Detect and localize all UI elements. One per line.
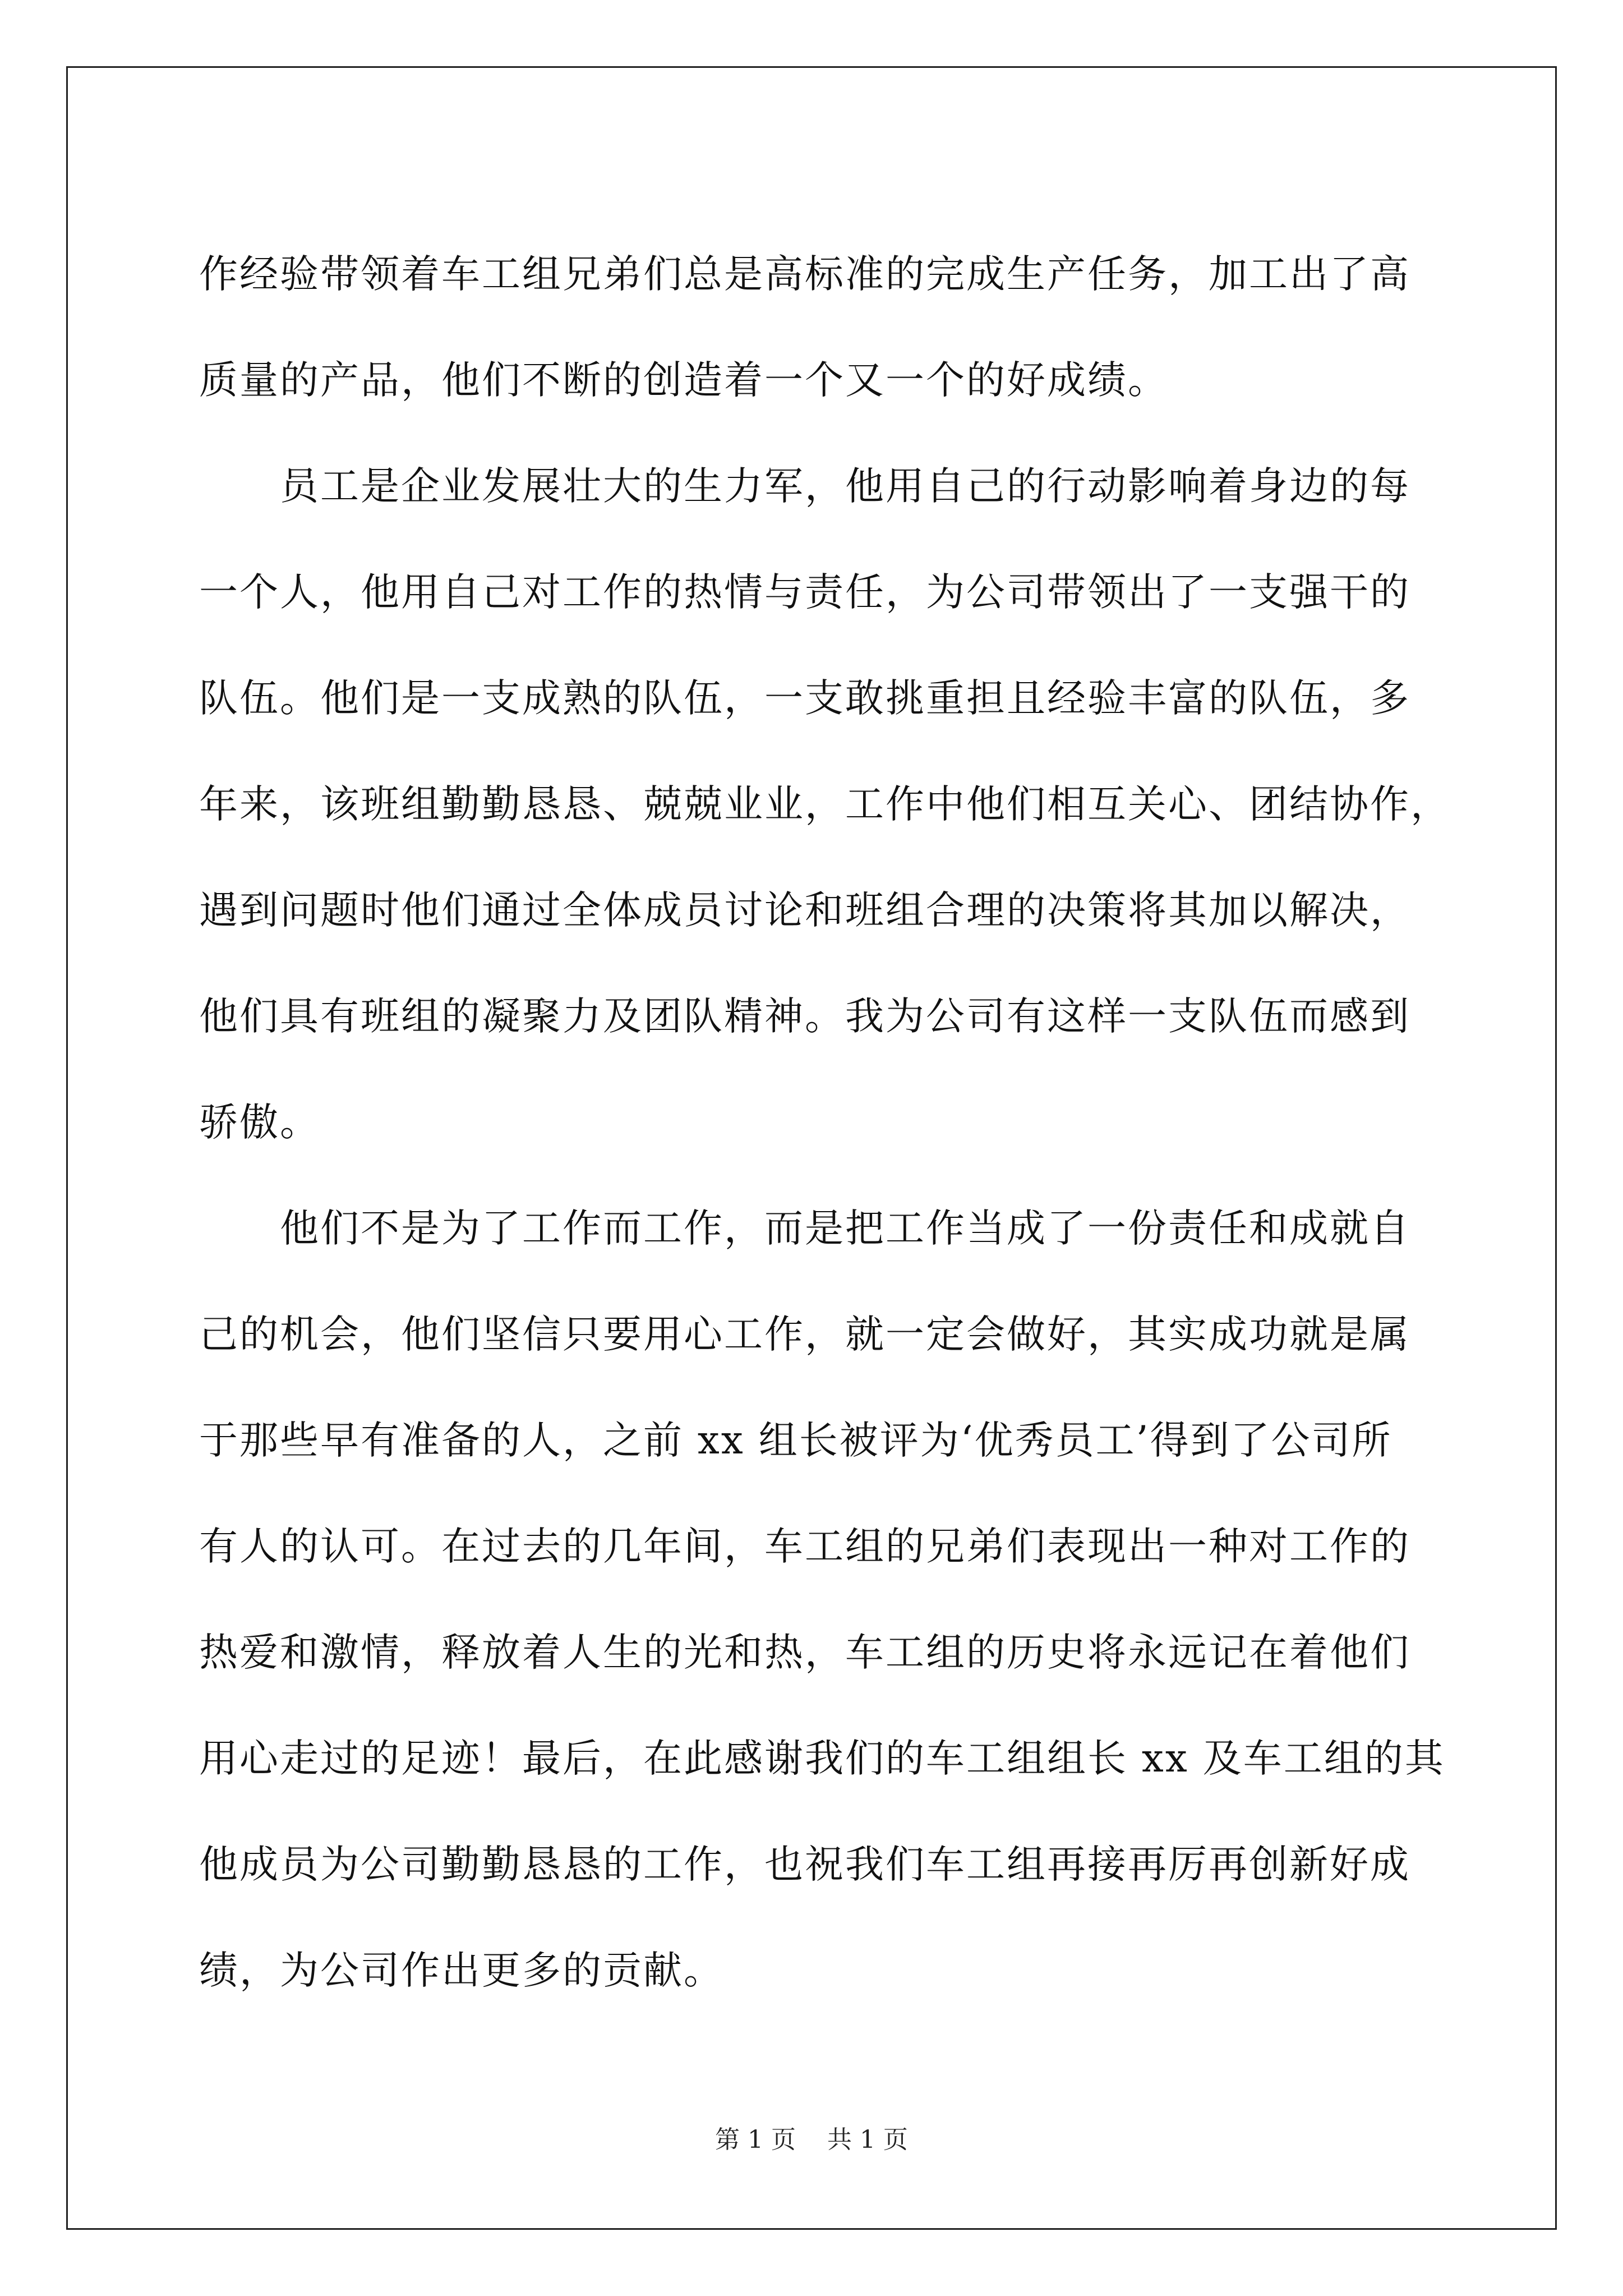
document-body <box>199 222 1451 2024</box>
text-line: 作经验带领着车工组兄弟们总是高标准的完成生产任务，加工出了高 <box>199 252 1410 297</box>
text-line: 员工是企业发展壮大的生力军，他用自己的行动影响着身边的每 <box>280 464 1410 509</box>
text-line: 绩，为公司作出更多的贡献。 <box>199 1948 724 1993</box>
text-line: 热爱和激情，释放着人生的光和热，车工组的历史将永远记在着他们 <box>199 1630 1410 1675</box>
text-line: 于那些早有准备的人，之前 xx 组长被评为‘优秀员工’得到了公司所 <box>199 1418 1393 1463</box>
text-line: 骄傲。 <box>199 1100 320 1145</box>
text-line: 队伍。他们是一支成熟的队伍，一支敢挑重担且经验丰富的队伍，多 <box>199 676 1410 721</box>
text-line: 他们具有班组的凝聚力及团队精神。我为公司有这样一支队伍而感到 <box>199 994 1410 1039</box>
text-line: 遇到问题时他们通过全体成员讨论和班组合理的决策将其加以解决， <box>199 888 1410 933</box>
text-line: 质量的产品，他们不断的创造着一个又一个的好成绩。 <box>199 358 1168 403</box>
text-line: 一个人，他用自己对工作的热情与责任，为公司带领出了一支强干的 <box>199 570 1410 615</box>
text-line: 用心走过的足迹！最后，在此感谢我们的车工组组长 xx 及车工组的其 <box>199 1736 1445 1781</box>
text-line: 他们不是为了工作而工作，而是把工作当成了一份责任和成就自 <box>280 1206 1410 1251</box>
text-line: 己的机会，他们坚信只要用心工作，就一定会做好，其实成功就是属 <box>199 1312 1410 1357</box>
text-line: 他成员为公司勤勤恳恳的工作，也祝我们车工组再接再厉再创新好成 <box>199 1842 1410 1887</box>
page-number-footer: 第 1 页 共 1 页 <box>715 2125 908 2154</box>
text-line: 有人的认可。在过去的几年间，车工组的兄弟们表现出一种对工作的 <box>199 1524 1410 1569</box>
text-line: 年来，该班组勤勤恳恳、兢兢业业，工作中他们相互关心、团结协作， <box>199 782 1451 827</box>
